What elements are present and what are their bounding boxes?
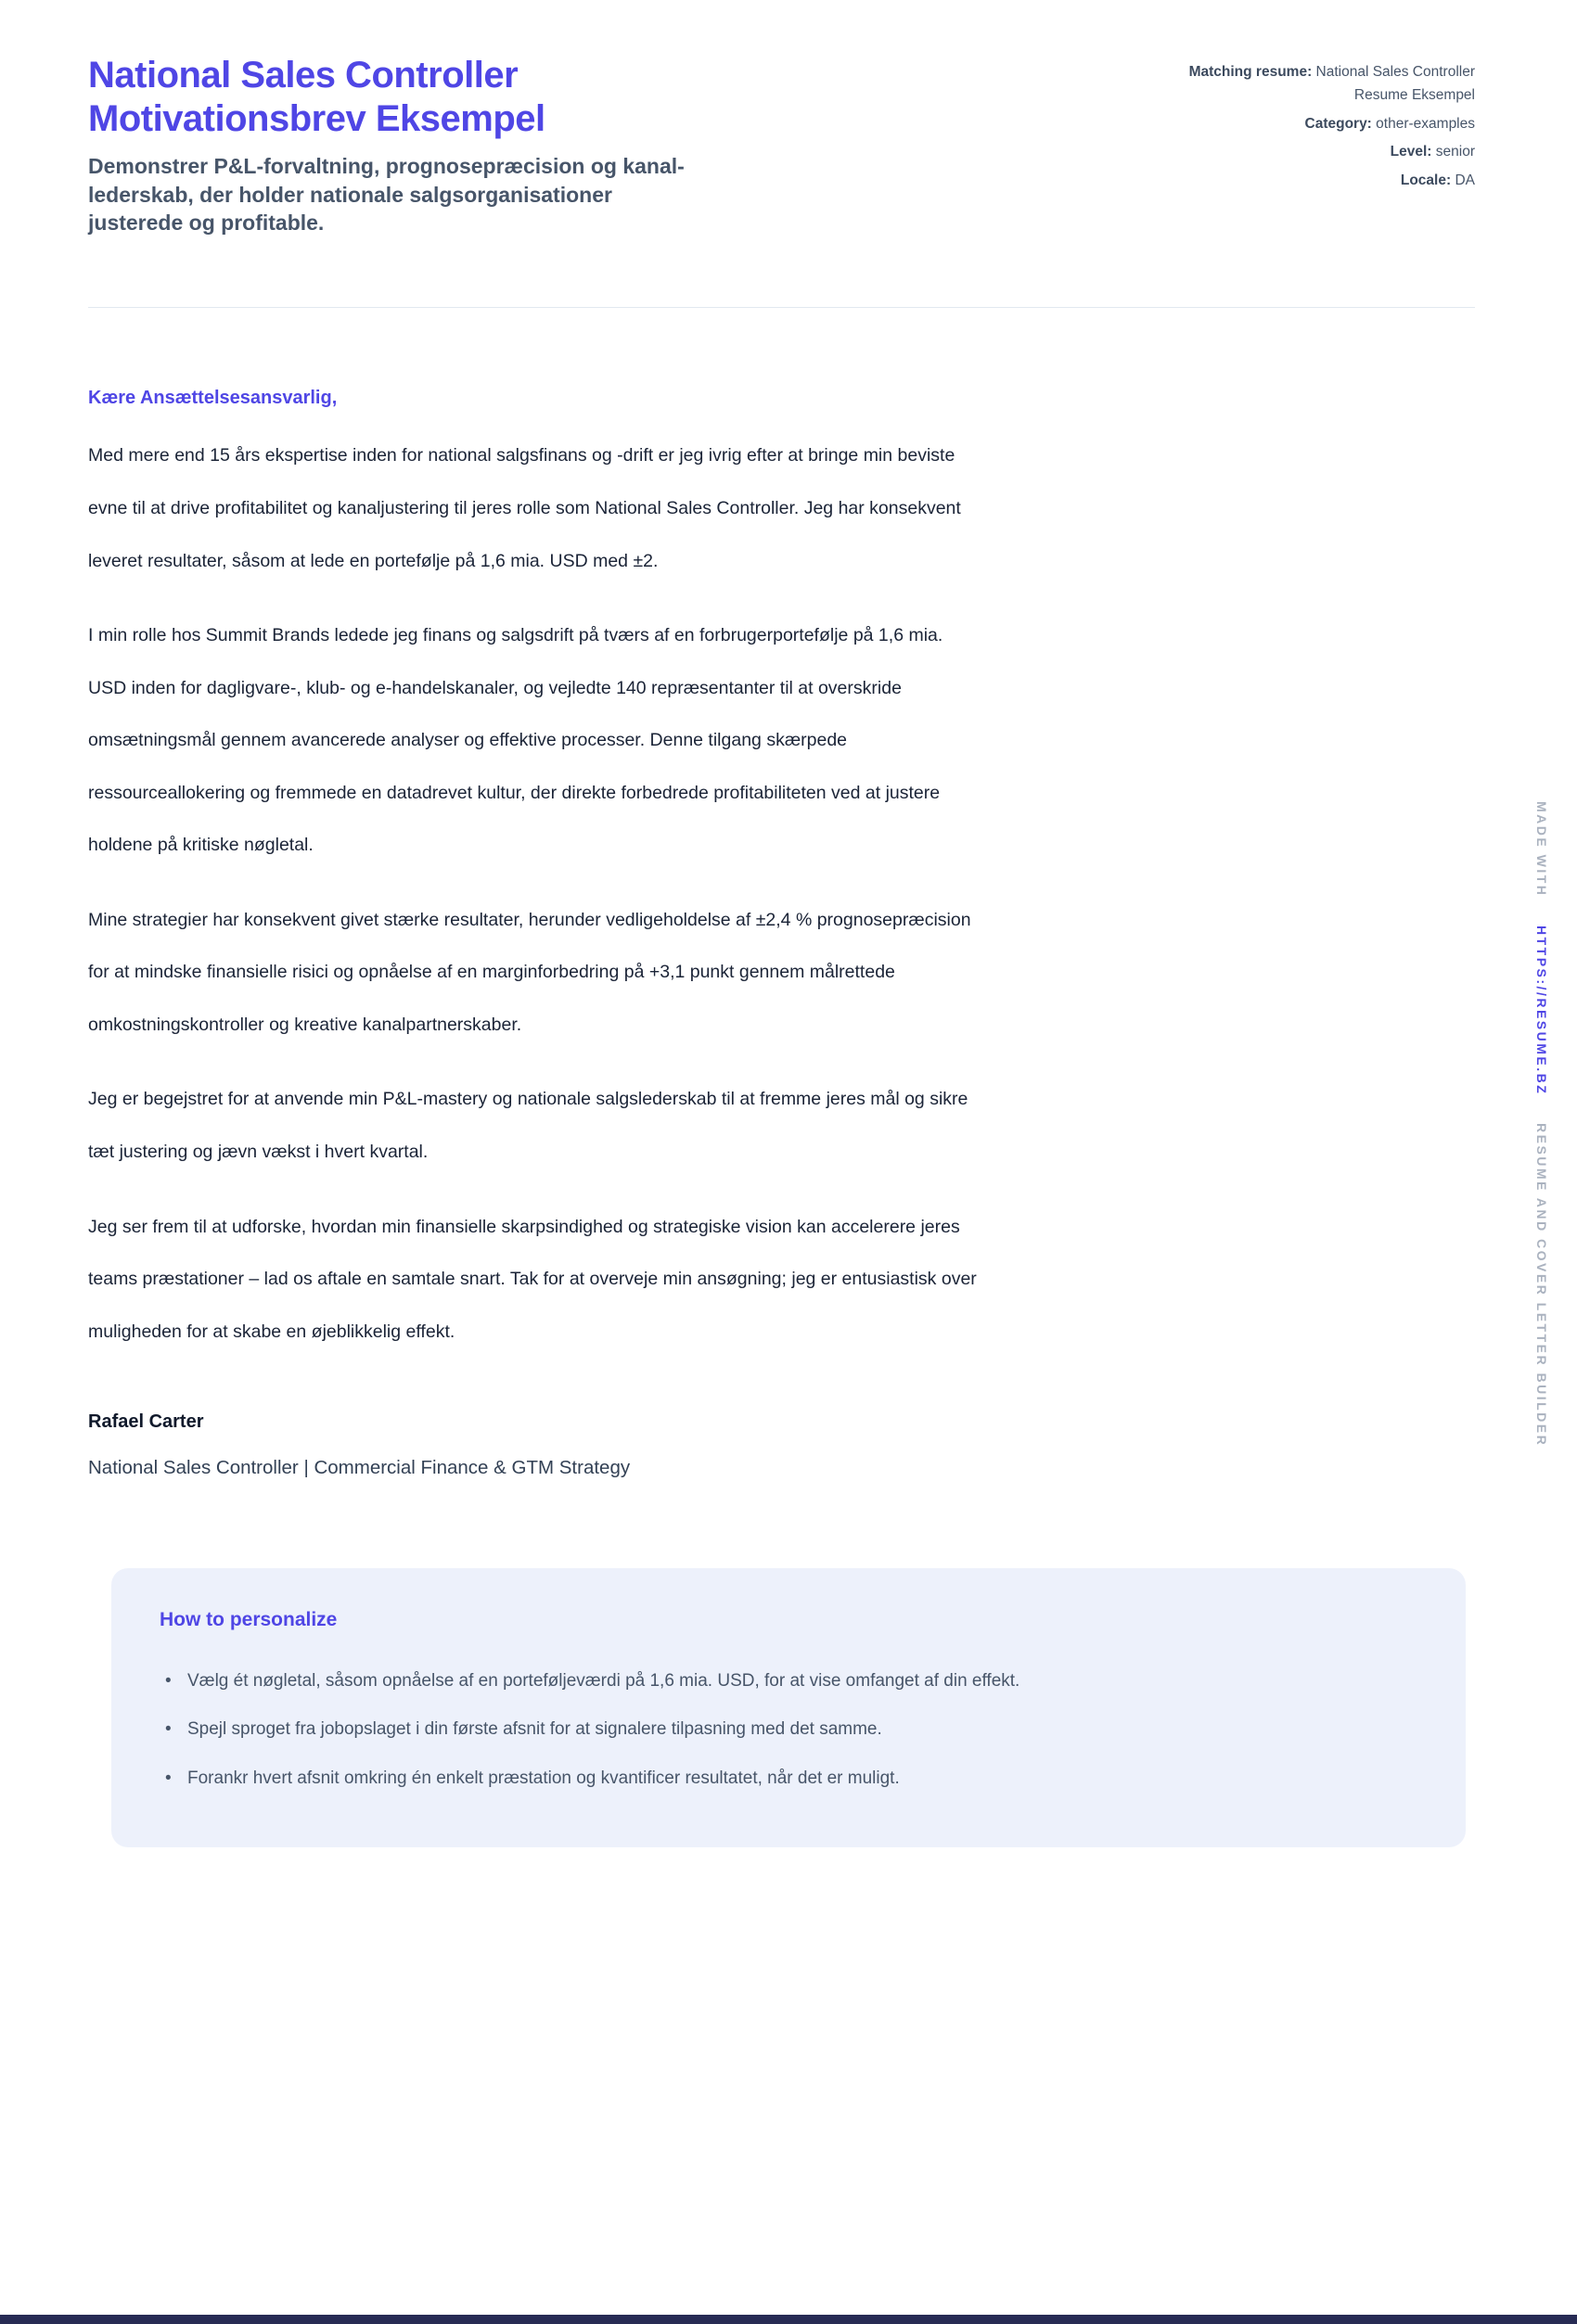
tip-item: • Spejl sproget fra jobopslaget i din første afsnit for at signalere tilpasning med det samme.: [160, 1705, 1310, 1754]
signature-name: Rafael Carter: [88, 1411, 204, 1433]
meta-level: [1164, 141, 1475, 164]
divider: [88, 307, 1475, 308]
meta-value: senior: [1435, 144, 1475, 160]
page-subtitle: Demonstrer P&L-forvaltning, prognosepræcision og kanal-lederskab, der holder nationale salgsorganisationer justerede og profitable.: [88, 154, 685, 236]
letter-paragraph: Jeg ser frem til at udforske, hvordan min finansielle skarpsindighed og strategiske vision kan accelerere jeres teams præstationer – lad os aftale en samtale snart. Tak for at overveje min ansøgning; jeg er entusiastisk over muligheden for at skabe en øjeblikkelig effekt.: [88, 1216, 977, 1342]
letter-paragraph: Mine strategier har konsekvent givet stærke resultater, herunder vedligeholdelse af ±2,4 % prognosepræcision for at mindske finansielle risici og opnåelse af en marginforbedring på +3,1 punkt gennem målrettede omkostningskontroller og kreative kanalpartnerskaber.: [88, 909, 971, 1035]
cover-letter-body: [88, 388, 981, 1479]
letter-greeting: Kære Ansættelsesansvarlig,: [88, 388, 338, 409]
tip-item: • Forankr hvert afsnit omkring én enkelt præstation og kvantificer resultatet, når det er muligt.: [160, 1755, 1310, 1803]
meta-value: other-examples: [1376, 115, 1475, 132]
tip-list: [160, 1657, 1410, 1803]
how-to-personalize-box: [111, 1568, 1466, 1847]
tip-box-heading: How to personalize: [160, 1609, 338, 1631]
meta-label: Category:: [1304, 115, 1372, 132]
header: [88, 54, 1475, 236]
meta-value: National Sales Controller Resume Eksempel: [1315, 64, 1475, 103]
meta-label: Locale:: [1400, 172, 1452, 189]
letter-paragraph: I min rolle hos Summit Brands ledede jeg finans og salgsdrift på tværs af en forbrugerportefølje på 1,6 mia. USD inden for dagligvare-, klub- og e-handelskanaler, og vejledte 140 repræsentanter til at overskride omsætningsmål gennem avancerede analyser og effektive processer. Denne tilgang skærpede ressourceallokering og fremmede en datadrevet kultur, der direkte forbedrede profitabiliteten ved at justere holdene på kritiske nøgletal.: [88, 625, 943, 856]
header-left: [88, 54, 696, 236]
letter-paragraph: Med mere end 15 års ekspertise inden for national salgsfinans og -drift er jeg ivrig efter at bringe min beviste evne til at drive profitabilitet og kanaljustering til jeres rolle som National Sales Controller. Jeg har konsekvent leveret resultater, såsom at lede en portefølje på 1,6 mia. USD med ±2.: [88, 445, 961, 571]
tip-item: • Vælg ét nøgletal, såsom opnåelse af en porteføljeværdi på 1,6 mia. USD, for at vise omfanget af din effekt.: [160, 1657, 1310, 1705]
meta-label: Level:: [1390, 144, 1432, 160]
meta-label: Matching resume:: [1188, 64, 1313, 80]
meta-value: DA: [1455, 172, 1475, 189]
footer-band: [0, 2315, 1577, 2324]
watermark-prefix: MADE WITH: [1534, 801, 1549, 898]
watermark-suffix: RESUME AND COVER LETTER BUILDER: [1534, 1123, 1549, 1448]
meta-locale: [1164, 170, 1475, 193]
resume-bz-link[interactable]: HTTPS://RESUME.BZ: [1534, 925, 1549, 1096]
meta-block: [1164, 61, 1475, 198]
meta-category: [1164, 113, 1475, 136]
made-with-watermark: [1534, 790, 1549, 1459]
meta-matching-resume: [1164, 61, 1475, 108]
page-title: National Sales Controller Motivationsbrev Eksempel: [88, 55, 545, 140]
signature-title: National Sales Controller | Commercial Finance & GTM Strategy: [88, 1457, 631, 1479]
letter-paragraph: Jeg er begejstret for at anvende min P&L-mastery og nationale salgslederskab til at fremme jeres mål og sikre tæt justering og jævn vækst i hvert kvartal.: [88, 1089, 968, 1163]
